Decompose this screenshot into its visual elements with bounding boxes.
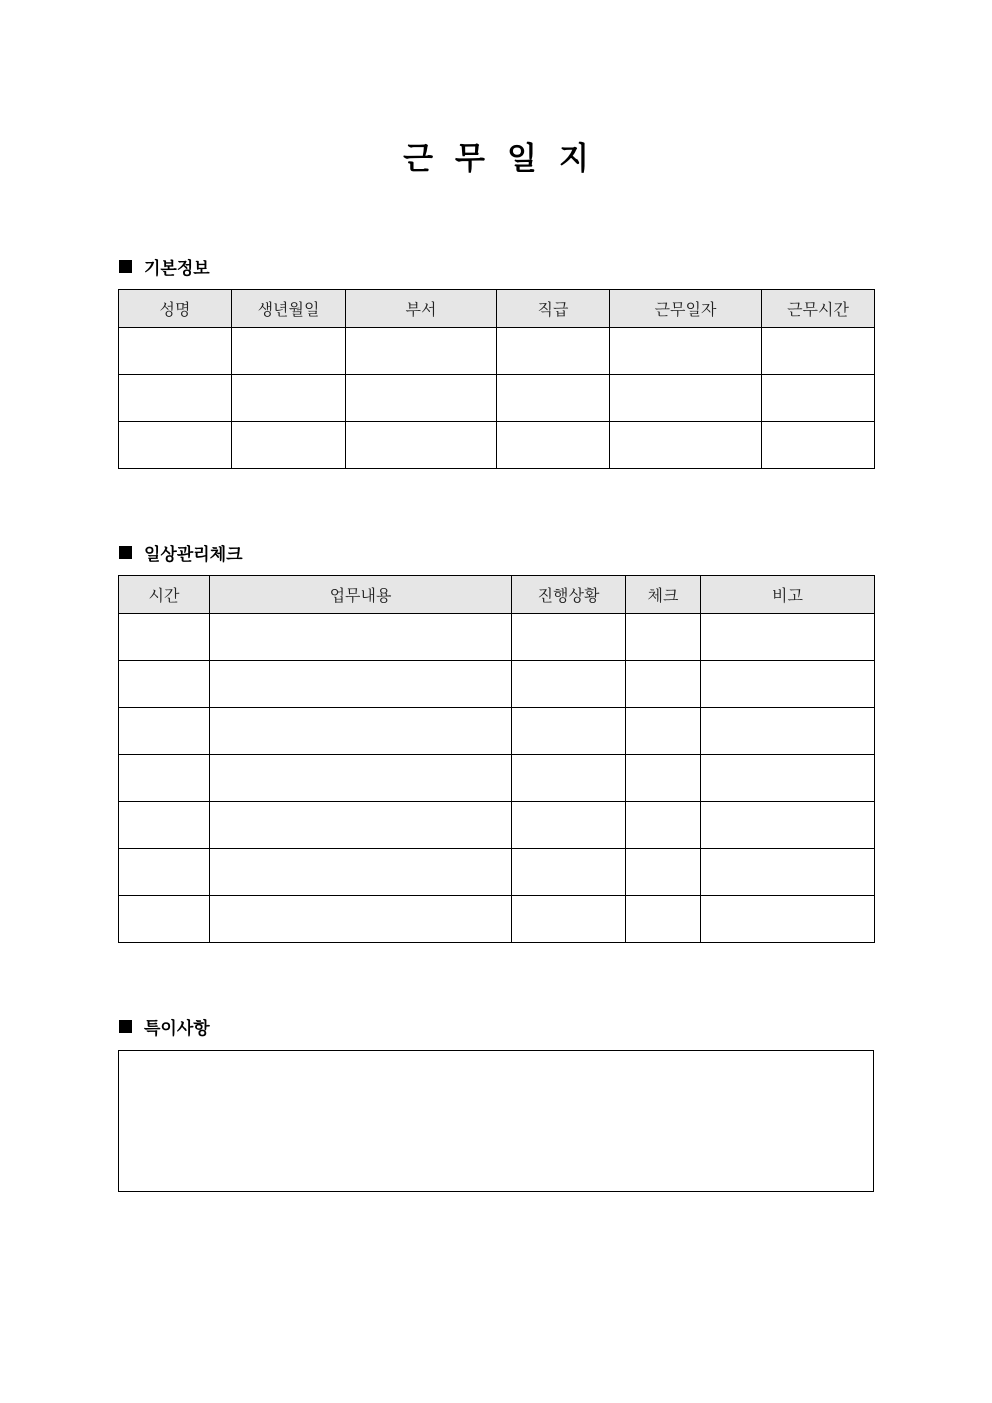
cell-time[interactable] — [119, 755, 210, 802]
table-row — [119, 849, 875, 896]
table-row — [119, 708, 875, 755]
cell-task[interactable] — [210, 708, 512, 755]
black-square-bullet-icon — [119, 260, 132, 273]
cell-department[interactable] — [346, 375, 497, 422]
table-row — [119, 802, 875, 849]
remarks-heading — [119, 1014, 210, 1039]
black-square-bullet-icon — [119, 546, 132, 559]
cell-note[interactable] — [701, 755, 875, 802]
cell-task[interactable] — [210, 802, 512, 849]
title-char: 근 — [403, 141, 434, 177]
header-progress: 진행상황 — [512, 576, 626, 614]
cell-check[interactable] — [626, 802, 701, 849]
cell-name[interactable] — [119, 375, 232, 422]
cell-task[interactable] — [210, 896, 512, 943]
cell-check[interactable] — [626, 755, 701, 802]
cell-check[interactable] — [626, 849, 701, 896]
header-work-date: 근무일자 — [610, 290, 762, 328]
cell-check[interactable] — [626, 896, 701, 943]
cell-position[interactable] — [497, 328, 610, 375]
cell-check[interactable] — [626, 661, 701, 708]
cell-progress[interactable] — [512, 755, 626, 802]
table-row — [119, 328, 875, 375]
cell-task[interactable] — [210, 849, 512, 896]
header-time: 시간 — [119, 576, 210, 614]
basic-info-table — [118, 289, 875, 469]
header-check: 체크 — [626, 576, 701, 614]
header-position: 직급 — [497, 290, 610, 328]
title-char: 지 — [558, 141, 589, 177]
table-row — [119, 422, 875, 469]
cell-department[interactable] — [346, 422, 497, 469]
daily-check-heading — [119, 540, 243, 565]
cell-note[interactable] — [701, 802, 875, 849]
cell-department[interactable] — [346, 328, 497, 375]
cell-work-date[interactable] — [610, 375, 762, 422]
basic-info-heading-label: 기본정보 — [144, 259, 210, 279]
cell-check[interactable] — [626, 708, 701, 755]
cell-note[interactable] — [701, 708, 875, 755]
basic-info-heading — [119, 254, 210, 279]
cell-progress[interactable] — [512, 614, 626, 661]
cell-task[interactable] — [210, 661, 512, 708]
remarks-box[interactable] — [118, 1050, 874, 1192]
table-header-row — [119, 290, 875, 328]
title-char: 일 — [507, 141, 537, 177]
cell-note[interactable] — [701, 614, 875, 661]
cell-note[interactable] — [701, 661, 875, 708]
cell-check[interactable] — [626, 614, 701, 661]
cell-birthdate[interactable] — [232, 375, 346, 422]
table-row — [119, 375, 875, 422]
cell-birthdate[interactable] — [232, 328, 346, 375]
cell-progress[interactable] — [512, 802, 626, 849]
cell-progress[interactable] — [512, 661, 626, 708]
cell-progress[interactable] — [512, 896, 626, 943]
cell-task[interactable] — [210, 614, 512, 661]
table-row — [119, 614, 875, 661]
black-square-bullet-icon — [119, 1020, 132, 1033]
cell-name[interactable] — [119, 422, 232, 469]
cell-birthdate[interactable] — [232, 422, 346, 469]
cell-work-hours[interactable] — [762, 422, 875, 469]
cell-progress[interactable] — [512, 849, 626, 896]
table-header-row — [119, 576, 875, 614]
cell-time[interactable] — [119, 661, 210, 708]
cell-task[interactable] — [210, 755, 512, 802]
cell-time[interactable] — [119, 708, 210, 755]
daily-check-table — [118, 575, 875, 943]
cell-position[interactable] — [497, 422, 610, 469]
header-name: 성명 — [119, 290, 232, 328]
cell-work-date[interactable] — [610, 328, 762, 375]
remarks-heading-label: 특이사항 — [144, 1019, 210, 1039]
header-birthdate: 생년월일 — [232, 290, 346, 328]
table-row — [119, 755, 875, 802]
cell-note[interactable] — [701, 849, 875, 896]
cell-work-hours[interactable] — [762, 375, 875, 422]
header-department: 부서 — [346, 290, 497, 328]
title-char: 무 — [455, 141, 485, 177]
table-row — [119, 661, 875, 708]
header-work-hours: 근무시간 — [762, 290, 875, 328]
cell-time[interactable] — [119, 802, 210, 849]
cell-time[interactable] — [119, 614, 210, 661]
cell-time[interactable] — [119, 849, 210, 896]
cell-time[interactable] — [119, 896, 210, 943]
cell-note[interactable] — [701, 896, 875, 943]
page-title — [0, 133, 992, 178]
cell-work-hours[interactable] — [762, 328, 875, 375]
cell-progress[interactable] — [512, 708, 626, 755]
table-row — [119, 896, 875, 943]
cell-position[interactable] — [497, 375, 610, 422]
header-task: 업무내용 — [210, 576, 512, 614]
cell-work-date[interactable] — [610, 422, 762, 469]
daily-check-heading-label: 일상관리체크 — [144, 545, 243, 565]
header-note: 비고 — [701, 576, 875, 614]
cell-name[interactable] — [119, 328, 232, 375]
